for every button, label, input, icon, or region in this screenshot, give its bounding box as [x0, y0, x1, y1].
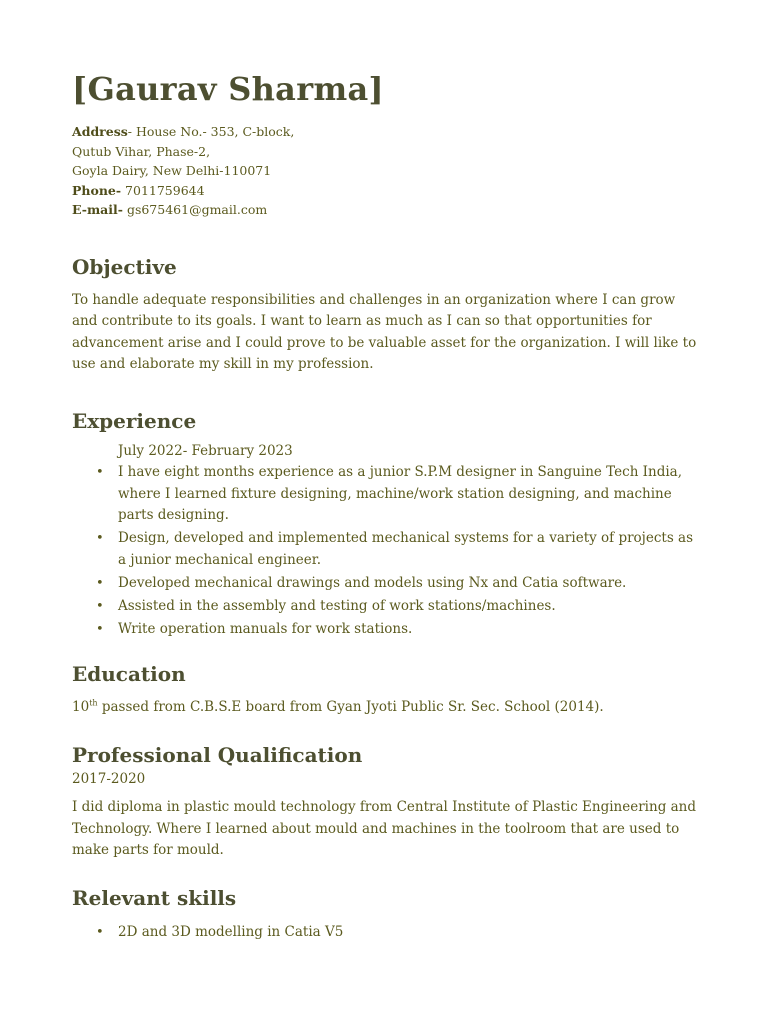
address-line-2: Qutub Vihar, Phase-2, [72, 143, 211, 159]
bullet-icon: • [96, 598, 104, 614]
list-item [72, 922, 702, 944]
address-line-1 [72, 122, 702, 142]
list-item-text: Assisted in the assembly and testing of work stations/machines. [118, 597, 556, 614]
address-line-3: Goyla Dairy, New Delhi-110071 [72, 163, 272, 178]
list-item [72, 619, 702, 641]
experience-date: July 2022- February 2023 [118, 442, 293, 459]
phone-value: 7011759644 [121, 182, 205, 198]
list-item [72, 596, 702, 618]
skills-list [72, 922, 702, 944]
bullet-icon: • [96, 924, 104, 940]
education-grade: 10 [72, 699, 90, 715]
email-value: gs675461@gmail.com [122, 202, 268, 217]
experience-section [72, 407, 702, 641]
qualification-years: 2017-2020 [72, 770, 146, 787]
bullet-icon: • [96, 531, 104, 546]
qualification-text: I did diploma in plastic mould technology from Central Institute of Plastic Engineering and Technology. Where I learned about mould and machines in the toolroom that are used to make parts for mould. [72, 799, 697, 858]
objective-title: Objective [72, 254, 177, 279]
list-item-text: 2D and 3D modelling in Catia V5 [118, 923, 344, 940]
list-item-text: I have eight months experience as a junior S.P.M designer in Sanguine Tech India, where I learned fixture designing, machine/work station designing, and machine parts designing. [118, 464, 683, 523]
candidate-name: [Gaurav Sharma] [72, 70, 384, 108]
education-grade-suffix: th [89, 698, 98, 708]
list-item [72, 462, 702, 527]
list-item-text: Write operation manuals for work stations. [118, 620, 413, 637]
qualification-section [72, 741, 702, 862]
bullet-icon: • [96, 575, 104, 591]
bullet-icon: • [96, 465, 104, 480]
objective-section [72, 253, 702, 376]
objective-text: To handle adequate responsibilities and challenges in an organization where I can grow and contribute to its goals. I want to learn as much as I can so that opportunities for advancement arise and I could prove to be valuable asset for the organization. I will like to use and elaborate my skill in my profession. [72, 291, 697, 372]
education-section [72, 660, 702, 719]
list-item-text: Developed mechanical drawings and models using Nx and Catia software. [118, 574, 627, 591]
education-text [72, 697, 702, 719]
bullet-icon: • [96, 621, 104, 637]
experience-title: Experience [72, 408, 197, 433]
list-item-text: Design, developed and implemented mechanical systems for a variety of projects as a junior mechanical engineer. [118, 530, 694, 568]
phone-line [72, 181, 702, 201]
email-line [72, 200, 702, 220]
list-item [72, 573, 702, 595]
qualification-title: Professional Qualification [72, 742, 363, 767]
experience-list [72, 462, 702, 640]
email-label: E-mail- [72, 202, 123, 217]
education-title: Education [72, 662, 186, 686]
skills-title: Relevant skills [72, 885, 237, 910]
phone-label: Phone- [72, 182, 122, 198]
skills-section [72, 884, 702, 944]
contact-block [72, 122, 702, 220]
education-detail: passed from C.B.S.E board from Gyan Jyoti Public Sr. Sec. School (2014). [97, 699, 604, 715]
list-item [72, 528, 702, 571]
address-label: Address [72, 124, 128, 139]
address-value: - House No.- 353, C-block, [127, 124, 295, 139]
resume-page [72, 68, 702, 945]
